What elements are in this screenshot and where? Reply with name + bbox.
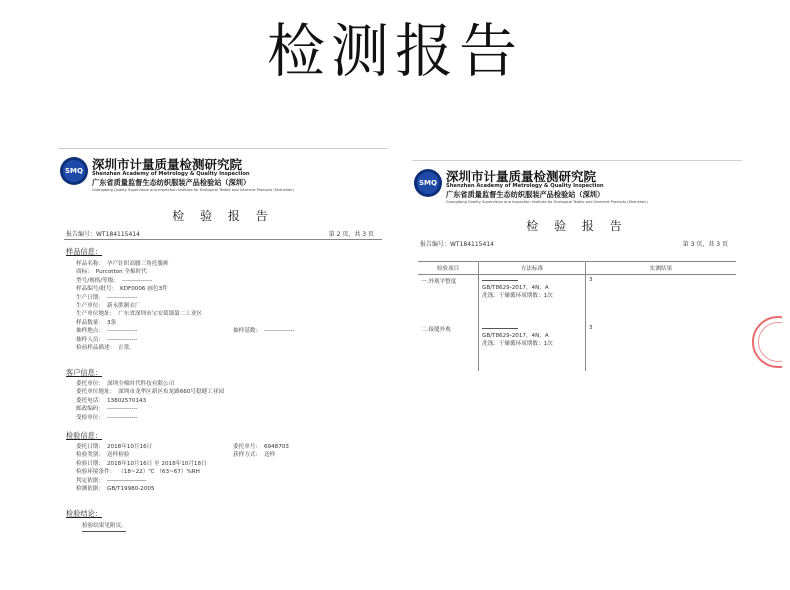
institute-name: 深圳市计量质量检测研究院: [92, 157, 243, 172]
standard-line-2: 洗涤、干燥循环周期数：1次: [482, 293, 553, 299]
sample-label: 生产单位地址：: [76, 311, 116, 318]
inspection-value: GB/T19980-2005: [106, 486, 155, 492]
standard-line-1: GB/T8629-2017，4N，A: [482, 285, 549, 291]
sample-label: 样品编号/批号：: [76, 286, 118, 293]
sample-row: [76, 267, 147, 275]
sample-row: [76, 343, 135, 351]
page-title: 检测报告: [266, 17, 523, 85]
dash-line: [482, 328, 518, 329]
sample-row: [76, 259, 169, 267]
cell-item: 二.接缝外观: [421, 327, 451, 333]
sample-base: [233, 326, 294, 334]
report-number: 报告编号：WT184115414: [420, 241, 494, 248]
inspection-extra-value: 6948703: [263, 444, 289, 450]
sample-label: 抽样人员：: [76, 336, 104, 343]
cell-item: 一.外观平整度: [421, 279, 457, 285]
sample-value: 正常。: [118, 345, 135, 351]
institute-header: [414, 165, 744, 217]
inspection-row: [76, 476, 146, 484]
sample-row: [76, 301, 141, 309]
inspection-value: 2018年10月16日: [106, 444, 153, 450]
client-label: 委托单位：: [76, 381, 104, 387]
conclusion-section-title: 检验结论：: [66, 509, 102, 518]
inspection-section-title: 检验信息：: [66, 431, 102, 440]
client-row: [76, 396, 146, 404]
table-row: [418, 275, 736, 324]
inspection-value: （18~22）℃ （63~67）%RH: [118, 469, 200, 476]
official-seal-stamp: [752, 316, 782, 368]
page-info: 第 3 页，共 3 页: [682, 241, 728, 248]
sample-label: 检前样品描述：: [76, 345, 116, 351]
sample-row: [76, 293, 137, 301]
inspection-label: 判定依据：: [76, 477, 104, 484]
client-value: 深圳市龙华区新区布龙路660号稳健工业园: [118, 389, 224, 396]
report-page-3: [412, 160, 742, 361]
inspection-extra-row: [233, 450, 275, 458]
sample-base-label: 抽样基数：: [233, 328, 261, 334]
inspection-value: 送样检验: [106, 452, 130, 459]
sample-row: [76, 326, 137, 334]
results-table: [418, 261, 736, 371]
inspection-row: [76, 484, 155, 492]
cell-standard: [479, 275, 586, 324]
smq-logo-icon: SMQ: [414, 169, 442, 197]
sample-label: 样品名称：: [76, 261, 104, 267]
standard-line-2: 洗涤、干燥循环周期数：1次: [482, 341, 553, 347]
sample-row: [76, 284, 168, 292]
sample-row: [76, 318, 116, 326]
inspection-label: 检验类别：: [76, 452, 104, 459]
inspection-row: [76, 467, 200, 475]
inspection-extra-label: 委托单号：: [233, 444, 261, 450]
sample-row: [76, 309, 202, 317]
inspection-label: 检验环境条件：: [76, 469, 116, 476]
station-name: 广东省质量监督生态纺织服装产品检验站（深圳）: [92, 178, 251, 187]
table-row: [418, 323, 736, 371]
report-title: 检 验 报 告: [526, 219, 628, 233]
header-item: 检验项目: [418, 262, 479, 275]
sample-value: ---------------: [121, 277, 153, 284]
cell-standard: [479, 323, 586, 371]
station-name: 广东省质量监督生态纺织服装产品检验站（深圳）: [446, 190, 605, 199]
inspection-extra-label: 获样方式：: [233, 452, 261, 459]
sample-label: 生产单位：: [76, 303, 104, 309]
cell-result: 3: [586, 323, 737, 371]
sample-value: ---------------: [106, 328, 138, 335]
underline: [82, 531, 126, 532]
client-row: [76, 379, 174, 387]
sample-value: 3条: [106, 319, 117, 326]
sample-row: [76, 276, 152, 284]
header-result: 实测结果: [586, 262, 737, 275]
inspection-value: ―――――――: [106, 477, 147, 484]
report-title: 检 验 报 告: [172, 209, 274, 223]
sample-value: 孕产针织高腰三角托腹裤: [106, 261, 169, 267]
header-standard: 方法标准: [479, 262, 586, 275]
sample-value: ---------------: [106, 294, 138, 301]
client-section-title: 客户信息：: [66, 368, 102, 377]
institute-header: [60, 153, 390, 205]
client-label: 委托单位地址：: [76, 389, 116, 396]
client-label: 邮政编码：: [76, 406, 104, 413]
page-info: 第 2 页，共 3 页: [328, 231, 374, 238]
report-page-2: [58, 148, 388, 569]
sample-section-title: 样品信息：: [66, 247, 102, 256]
sample-value: Purcotton 全棉时代: [95, 269, 147, 276]
divider: [64, 239, 382, 240]
inspection-extra-row: [233, 442, 289, 450]
client-value: 深圳全棉时代科技有限公司: [106, 381, 175, 387]
station-name-en: Guangdong Quality Supervision and Inspection Institute for Ecological Textile and Garment Products (Shenzhen): [446, 200, 648, 204]
inspection-value: 2018年10月16日 至 2018年10月18日: [106, 460, 207, 467]
institute-name: 深圳市计量质量检测研究院: [446, 169, 597, 184]
client-row: [76, 413, 137, 421]
sample-label: 抽样地点：: [76, 328, 104, 335]
sample-base-value: ---------------: [263, 328, 295, 334]
sample-row: [76, 335, 137, 343]
sample-value: 广东省深圳市宝安裁墙第二工业区: [118, 311, 203, 318]
inspection-label: 检测依据：: [76, 486, 104, 492]
client-value: ---------------: [106, 414, 138, 421]
inspection-label: 检验日期：: [76, 460, 104, 467]
sample-value: KDF0006 画色3件: [120, 286, 168, 293]
client-value: ---------------: [106, 406, 138, 413]
sample-label: 样品数量：: [76, 319, 104, 326]
report-number: 报告编号：WT184115414: [66, 231, 140, 238]
standard-line-1: GB/T8629-2017，4N，A: [482, 333, 549, 339]
inspection-extra-value: 送样: [263, 452, 276, 459]
conclusion-text: 检验结果见附页。: [82, 523, 127, 529]
client-row: [76, 404, 137, 412]
dash-line: [482, 280, 518, 281]
inspection-label: 委托日期：: [76, 444, 104, 450]
inspection-row: [76, 442, 152, 450]
client-row: [76, 387, 224, 395]
station-name-en: Guangdong Quality Supervision and Inspection Institute for Ecological Textile and Garment Products (Shenzhen): [92, 188, 294, 192]
inspection-row: [76, 459, 207, 467]
sample-label: 型号/规格/等级：: [76, 277, 119, 284]
smq-logo-icon: SMQ: [60, 157, 88, 185]
client-value: 13802570143: [106, 397, 147, 404]
client-label: 受检单位：: [76, 414, 104, 421]
sample-value: ---------------: [106, 336, 138, 343]
sample-label: 商标：: [76, 269, 93, 276]
institute-name-en: Shenzhen Academy of Metrology & Quality Inspection: [446, 183, 604, 189]
inspection-row: [76, 450, 129, 458]
sample-value: 新永胜制衣厂: [106, 303, 141, 309]
client-label: 委托电话：: [76, 397, 104, 404]
cell-result: 3: [586, 275, 737, 324]
sample-label: 生产日期：: [76, 294, 104, 301]
institute-name-en: Shenzhen Academy of Metrology & Quality Inspection: [92, 171, 250, 177]
table-header-row: [418, 262, 736, 275]
